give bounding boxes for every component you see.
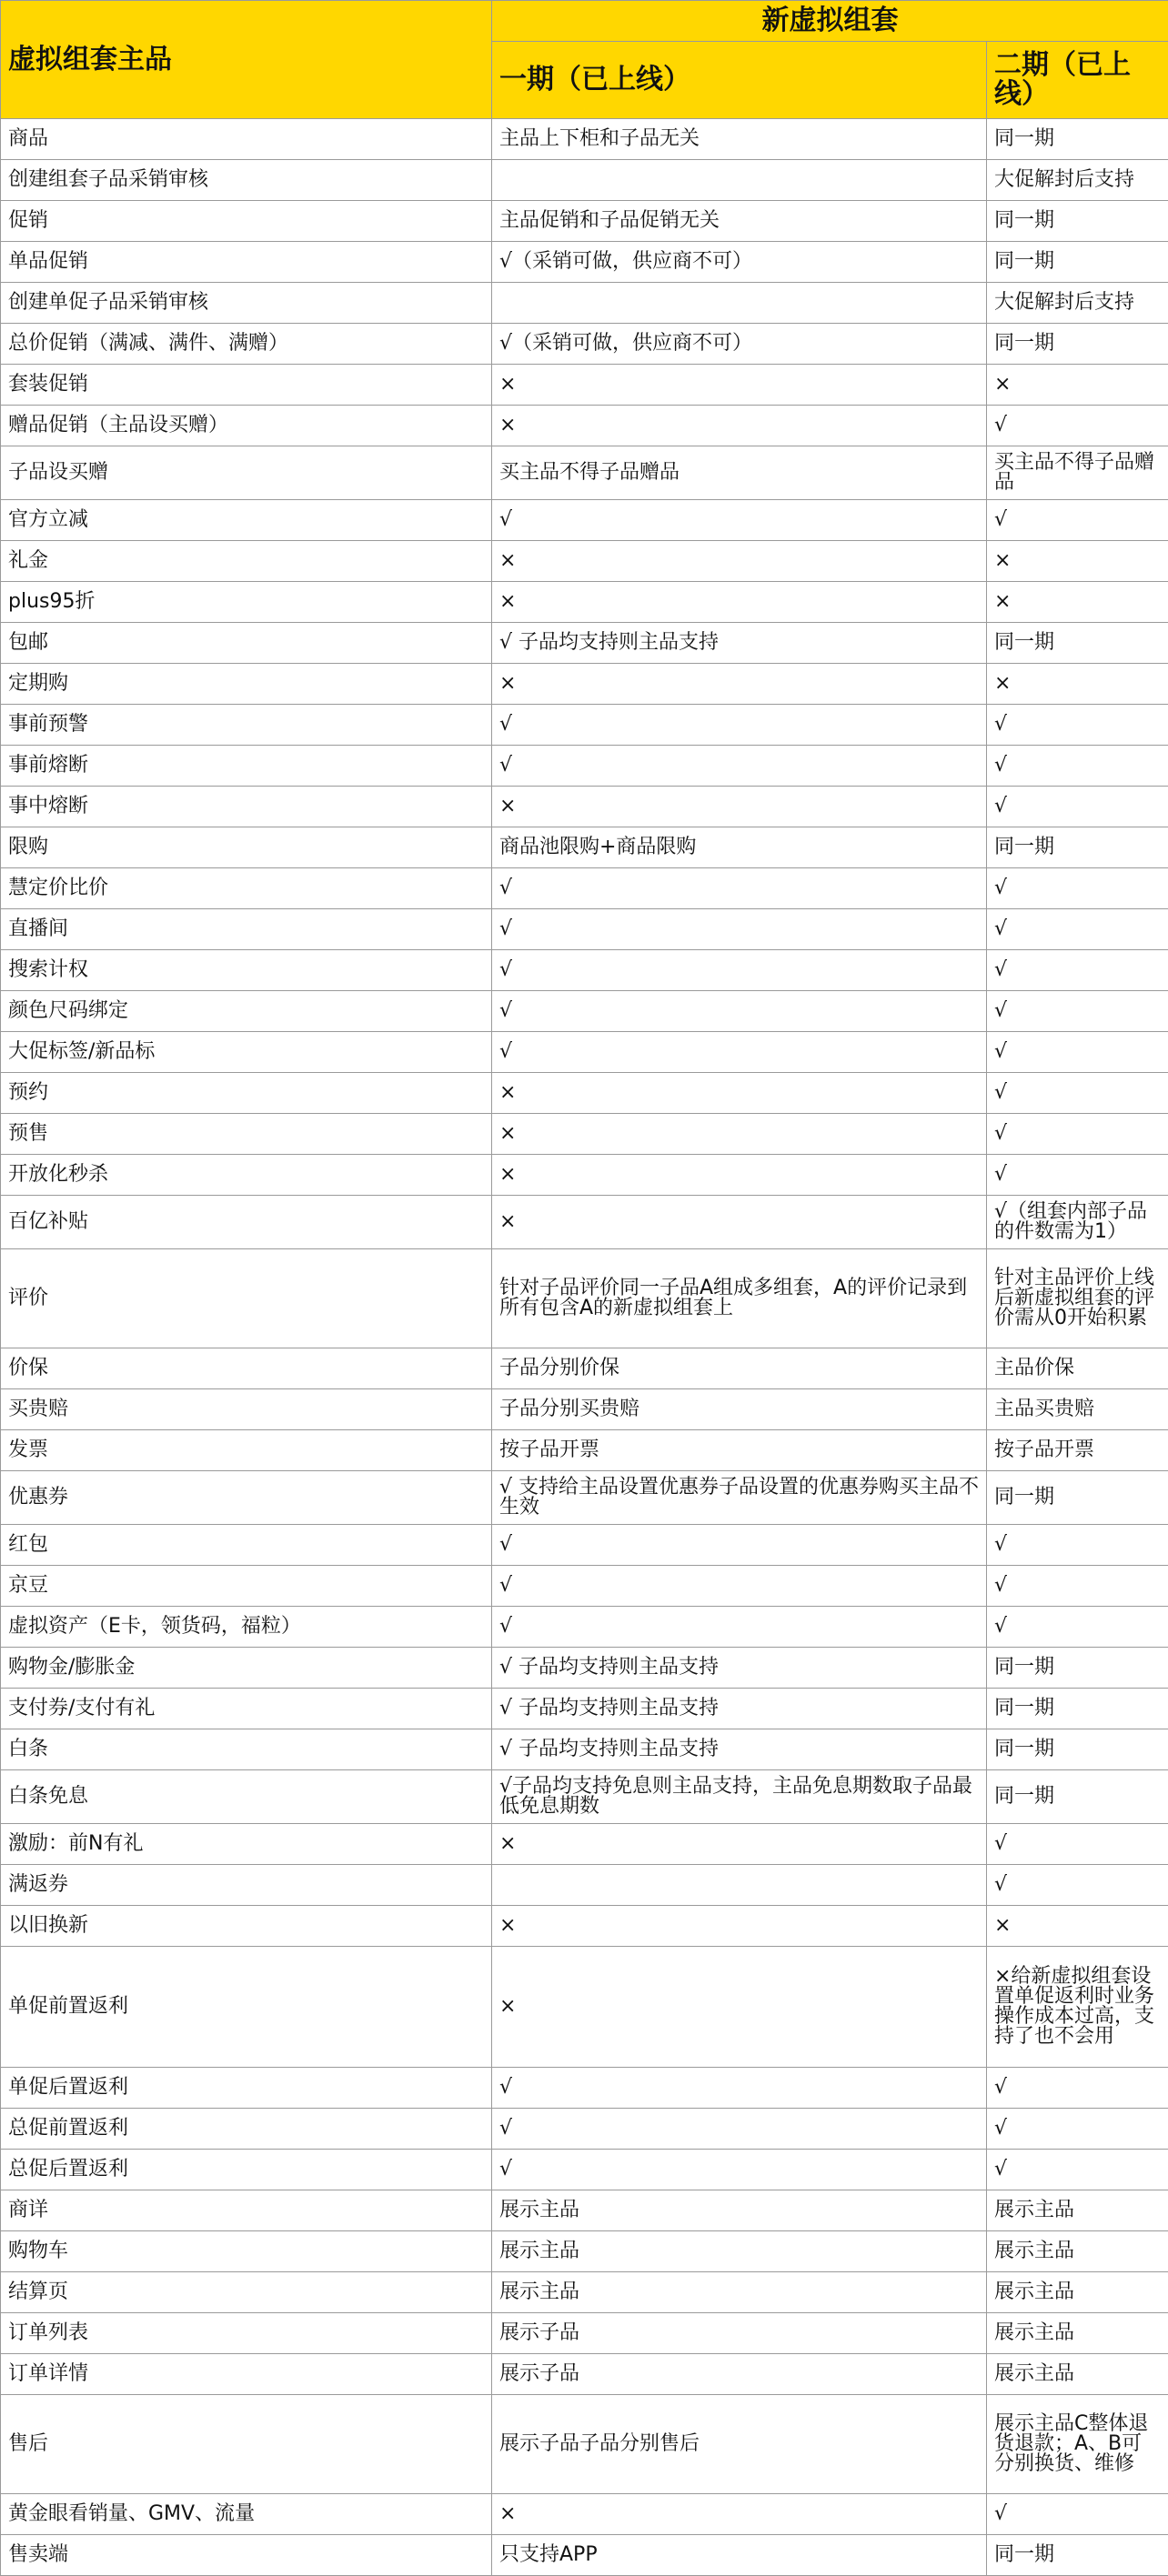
table-row [1, 242, 1168, 283]
phase2-cell: 同一期 [987, 827, 1168, 868]
phase2-cell: √ [987, 950, 1168, 991]
phase2-cell: × [987, 1906, 1168, 1947]
phase2-cell: 展示主品 [987, 2354, 1168, 2395]
phase1-cell: √ 子品均支持则主品支持 [492, 623, 987, 664]
phase2-cell: 同一期 [987, 2535, 1168, 2576]
table-row [1, 2313, 1168, 2354]
phase2-cell: 按子品开票 [987, 1430, 1168, 1471]
feature-cell: 购物金/膨胀金 [1, 1648, 492, 1689]
feature-cell: 满返券 [1, 1865, 492, 1906]
phase2-cell: 同一期 [987, 1729, 1168, 1770]
phase2-cell: √ [987, 1032, 1168, 1073]
phase1-cell: 主品促销和子品促销无关 [492, 201, 987, 242]
feature-cell: 京豆 [1, 1566, 492, 1607]
phase1-cell: 买主品不得子品赠品 [492, 446, 987, 500]
feature-cell: 预约 [1, 1073, 492, 1114]
phase2-cell: √ [987, 1525, 1168, 1566]
table-row [1, 909, 1168, 950]
phase1-cell: × [492, 664, 987, 705]
phase2-cell: √ [987, 1824, 1168, 1865]
feature-cell: 白条免息 [1, 1770, 492, 1824]
table-row [1, 2150, 1168, 2190]
phase2-cell: × [987, 541, 1168, 582]
phase1-cell [492, 1865, 987, 1906]
phase2-cell: √ [987, 1566, 1168, 1607]
phase2-cell: 同一期 [987, 1689, 1168, 1729]
phase1-cell: 展示子品 [492, 2354, 987, 2395]
feature-cell: 商品 [1, 119, 492, 160]
header-phase2: 二期（已上线） [987, 42, 1168, 119]
feature-cell: 搜索计权 [1, 950, 492, 991]
table-row [1, 1430, 1168, 1471]
phase1-cell [492, 160, 987, 201]
phase2-cell: √ [987, 909, 1168, 950]
phase2-cell: × [987, 664, 1168, 705]
feature-cell: 创建单促子品采销审核 [1, 283, 492, 324]
phase1-cell: 按子品开票 [492, 1430, 987, 1471]
table-row [1, 406, 1168, 446]
table-row [1, 1947, 1168, 2068]
table-row [1, 664, 1168, 705]
table-row [1, 2231, 1168, 2272]
feature-cell: 事前熔断 [1, 746, 492, 787]
feature-cell: 赠品促销（主品设买赠） [1, 406, 492, 446]
phase2-cell: 同一期 [987, 1471, 1168, 1525]
phase1-cell: √ [492, 909, 987, 950]
phase1-cell: √ 子品均支持则主品支持 [492, 1729, 987, 1770]
phase2-cell: √ [987, 1155, 1168, 1196]
feature-cell: 总促前置返利 [1, 2109, 492, 2150]
phase2-cell: × [987, 365, 1168, 406]
header-title: 虚拟组套主品 [1, 1, 492, 119]
table-row [1, 324, 1168, 365]
phase1-cell: √ [492, 991, 987, 1032]
feature-cell: 事前预警 [1, 705, 492, 746]
feature-cell: 百亿补贴 [1, 1196, 492, 1249]
table-row [1, 1155, 1168, 1196]
table-row [1, 1348, 1168, 1389]
phase1-cell: × [492, 1114, 987, 1155]
phase2-cell: √ [987, 1607, 1168, 1648]
phase1-cell: 针对子品评价同一子品A组成多组套，A的评价记录到所有包含A的新虚拟组套上 [492, 1249, 987, 1348]
table-row [1, 868, 1168, 909]
phase2-cell: 同一期 [987, 324, 1168, 365]
phase2-cell: √ [987, 746, 1168, 787]
table-row [1, 705, 1168, 746]
phase1-cell: × [492, 2494, 987, 2535]
phase1-cell: × [492, 787, 987, 827]
feature-cell: 订单详情 [1, 2354, 492, 2395]
phase2-cell: 买主品不得子品赠品 [987, 446, 1168, 500]
table-row [1, 201, 1168, 242]
phase1-cell: 展示子品 [492, 2313, 987, 2354]
table-row [1, 119, 1168, 160]
table-row [1, 1032, 1168, 1073]
phase2-cell: × [987, 582, 1168, 623]
phase1-cell: √ 支持给主品设置优惠券子品设置的优惠券购买主品不生效 [492, 1471, 987, 1525]
phase1-cell: √ [492, 1566, 987, 1607]
feature-cell: 商详 [1, 2190, 492, 2231]
table-row [1, 1196, 1168, 1249]
phase1-cell: √ [492, 1525, 987, 1566]
phase1-cell: √ [492, 705, 987, 746]
phase2-cell: 展示主品 [987, 2190, 1168, 2231]
phase2-cell: √ [987, 2109, 1168, 2150]
table-row [1, 1607, 1168, 1648]
feature-cell: 以旧换新 [1, 1906, 492, 1947]
phase2-cell: 展示主品C整体退货退款；A、B可分别换货、维修 [987, 2395, 1168, 2494]
phase2-cell: √ [987, 2068, 1168, 2109]
phase2-cell: 同一期 [987, 1648, 1168, 1689]
phase1-cell: √ 子品均支持则主品支持 [492, 1648, 987, 1689]
table-row [1, 2535, 1168, 2576]
phase2-cell: 展示主品 [987, 2313, 1168, 2354]
feature-cell: 买贵赔 [1, 1389, 492, 1430]
phase1-cell: 只支持APP [492, 2535, 987, 2576]
phase1-cell: × [492, 1073, 987, 1114]
feature-cell: 售后 [1, 2395, 492, 2494]
table-header [1, 1, 1168, 119]
feature-cell: 购物车 [1, 2231, 492, 2272]
table-row [1, 500, 1168, 541]
table-row [1, 2354, 1168, 2395]
phase2-cell: ×给新虚拟组套设置单促返利时业务操作成本过高，支持了也不会用 [987, 1947, 1168, 2068]
feature-cell: 事中熔断 [1, 787, 492, 827]
feature-cell: 预售 [1, 1114, 492, 1155]
phase1-cell: × [492, 1196, 987, 1249]
phase2-cell: √ [987, 406, 1168, 446]
phase1-cell: √ 子品均支持则主品支持 [492, 1689, 987, 1729]
phase1-cell: × [492, 365, 987, 406]
phase1-cell: 子品分别买贵赔 [492, 1389, 987, 1430]
feature-cell: 总促后置返利 [1, 2150, 492, 2190]
phase1-cell: √ [492, 2150, 987, 2190]
table-row [1, 365, 1168, 406]
feature-cell: 套装促销 [1, 365, 492, 406]
feature-cell: 限购 [1, 827, 492, 868]
phase2-cell: √ [987, 2494, 1168, 2535]
feature-cell: 评价 [1, 1249, 492, 1348]
phase1-cell: × [492, 1947, 987, 2068]
feature-cell: 激励：前N有礼 [1, 1824, 492, 1865]
table-row [1, 541, 1168, 582]
phase1-cell: × [492, 1824, 987, 1865]
phase2-cell: 大促解封后支持 [987, 283, 1168, 324]
table-row [1, 1114, 1168, 1155]
table-row [1, 950, 1168, 991]
feature-cell: 红包 [1, 1525, 492, 1566]
phase2-cell: √ [987, 2150, 1168, 2190]
phase1-cell: √ [492, 746, 987, 787]
phase2-cell: 同一期 [987, 242, 1168, 283]
table-row [1, 2068, 1168, 2109]
table-row [1, 283, 1168, 324]
feature-cell: 子品设买赠 [1, 446, 492, 500]
table-row [1, 1648, 1168, 1689]
phase1-cell: √ [492, 2109, 987, 2150]
phase2-cell: 针对主品评价上线后新虚拟组套的评价需从0开始积累 [987, 1249, 1168, 1348]
phase1-cell: × [492, 406, 987, 446]
feature-cell: 单促前置返利 [1, 1947, 492, 2068]
table-row [1, 1770, 1168, 1824]
phase1-cell: √（采销可做，供应商不可） [492, 324, 987, 365]
table-row [1, 160, 1168, 201]
feature-cell: 白条 [1, 1729, 492, 1770]
feature-cell: 订单列表 [1, 2313, 492, 2354]
table-row [1, 1389, 1168, 1430]
feature-cell: 礼金 [1, 541, 492, 582]
phase1-cell: 展示主品 [492, 2272, 987, 2313]
phase2-cell: 大促解封后支持 [987, 160, 1168, 201]
header-group: 新虚拟组套 [492, 1, 1168, 42]
phase1-cell: × [492, 1906, 987, 1947]
feature-cell: 结算页 [1, 2272, 492, 2313]
phase1-cell: × [492, 1155, 987, 1196]
feature-cell: 发票 [1, 1430, 492, 1471]
table-row [1, 991, 1168, 1032]
phase1-cell: √ [492, 868, 987, 909]
table-row [1, 1689, 1168, 1729]
phase1-cell: √（采销可做，供应商不可） [492, 242, 987, 283]
phase1-cell: √ [492, 1032, 987, 1073]
table-row [1, 1824, 1168, 1865]
phase2-cell: √ [987, 991, 1168, 1032]
phase2-cell: √ [987, 1865, 1168, 1906]
table-row [1, 827, 1168, 868]
phase1-cell: √子品均支持免息则主品支持，主品免息期数取子品最低免息期数 [492, 1770, 987, 1824]
table-row [1, 582, 1168, 623]
phase2-cell: 同一期 [987, 119, 1168, 160]
phase1-cell: √ [492, 1607, 987, 1648]
feature-cell: 单品促销 [1, 242, 492, 283]
feature-cell: 开放化秒杀 [1, 1155, 492, 1196]
feature-cell: 官方立减 [1, 500, 492, 541]
feature-cell: 直播间 [1, 909, 492, 950]
phase2-cell: 同一期 [987, 201, 1168, 242]
phase2-cell: 展示主品 [987, 2272, 1168, 2313]
phase2-cell: √（组套内部子品的件数需为1） [987, 1196, 1168, 1249]
table-row [1, 1566, 1168, 1607]
phase1-cell [492, 283, 987, 324]
phase2-cell: 同一期 [987, 1770, 1168, 1824]
table-row [1, 623, 1168, 664]
table-row [1, 446, 1168, 500]
table-row [1, 2272, 1168, 2313]
table-row [1, 2109, 1168, 2150]
feature-cell: 大促标签/新品标 [1, 1032, 492, 1073]
feature-cell: 定期购 [1, 664, 492, 705]
feature-cell: 包邮 [1, 623, 492, 664]
phase2-cell: √ [987, 705, 1168, 746]
header-phase1: 一期（已上线） [492, 42, 987, 119]
phase1-cell: 展示子品子品分别售后 [492, 2395, 987, 2494]
feature-cell: 创建组套子品采销审核 [1, 160, 492, 201]
feature-cell: 总价促销（满减、满件、满赠） [1, 324, 492, 365]
phase2-cell: √ [987, 500, 1168, 541]
phase1-cell: 主品上下柜和子品无关 [492, 119, 987, 160]
phase1-cell: × [492, 541, 987, 582]
table-row [1, 1073, 1168, 1114]
table-row [1, 2494, 1168, 2535]
table-row [1, 1865, 1168, 1906]
table-row [1, 2395, 1168, 2494]
phase1-cell: 商品池限购+商品限购 [492, 827, 987, 868]
table-row [1, 746, 1168, 787]
feature-cell: 虚拟资产（E卡，领货码，福粒） [1, 1607, 492, 1648]
phase1-cell: √ [492, 950, 987, 991]
phase2-cell: 主品价保 [987, 1348, 1168, 1389]
feature-cell: 单促后置返利 [1, 2068, 492, 2109]
feature-cell: 优惠券 [1, 1471, 492, 1525]
phase2-cell: √ [987, 1073, 1168, 1114]
feature-cell: 颜色尺码绑定 [1, 991, 492, 1032]
feature-cell: 售卖端 [1, 2535, 492, 2576]
feature-cell: plus95折 [1, 582, 492, 623]
phase2-cell: √ [987, 1114, 1168, 1155]
phase1-cell: 子品分别价保 [492, 1348, 987, 1389]
feature-cell: 促销 [1, 201, 492, 242]
feature-cell: 黄金眼看销量、GMV、流量 [1, 2494, 492, 2535]
table-row [1, 2190, 1168, 2231]
feature-cell: 价保 [1, 1348, 492, 1389]
table-row [1, 1525, 1168, 1566]
phase2-cell: √ [987, 868, 1168, 909]
table-row [1, 1249, 1168, 1348]
phase2-cell: √ [987, 787, 1168, 827]
table-row [1, 1729, 1168, 1770]
feature-cell: 慧定价比价 [1, 868, 492, 909]
table-row [1, 1906, 1168, 1947]
phase1-cell: 展示主品 [492, 2190, 987, 2231]
table-row [1, 787, 1168, 827]
table-body [1, 119, 1168, 2576]
table-row [1, 1471, 1168, 1525]
phase1-cell: √ [492, 2068, 987, 2109]
phase1-cell: 展示主品 [492, 2231, 987, 2272]
phase1-cell: √ [492, 500, 987, 541]
phase1-cell: × [492, 582, 987, 623]
feature-cell: 支付券/支付有礼 [1, 1689, 492, 1729]
phase2-cell: 展示主品 [987, 2231, 1168, 2272]
phase2-cell: 主品买贵赔 [987, 1389, 1168, 1430]
phase2-cell: 同一期 [987, 623, 1168, 664]
